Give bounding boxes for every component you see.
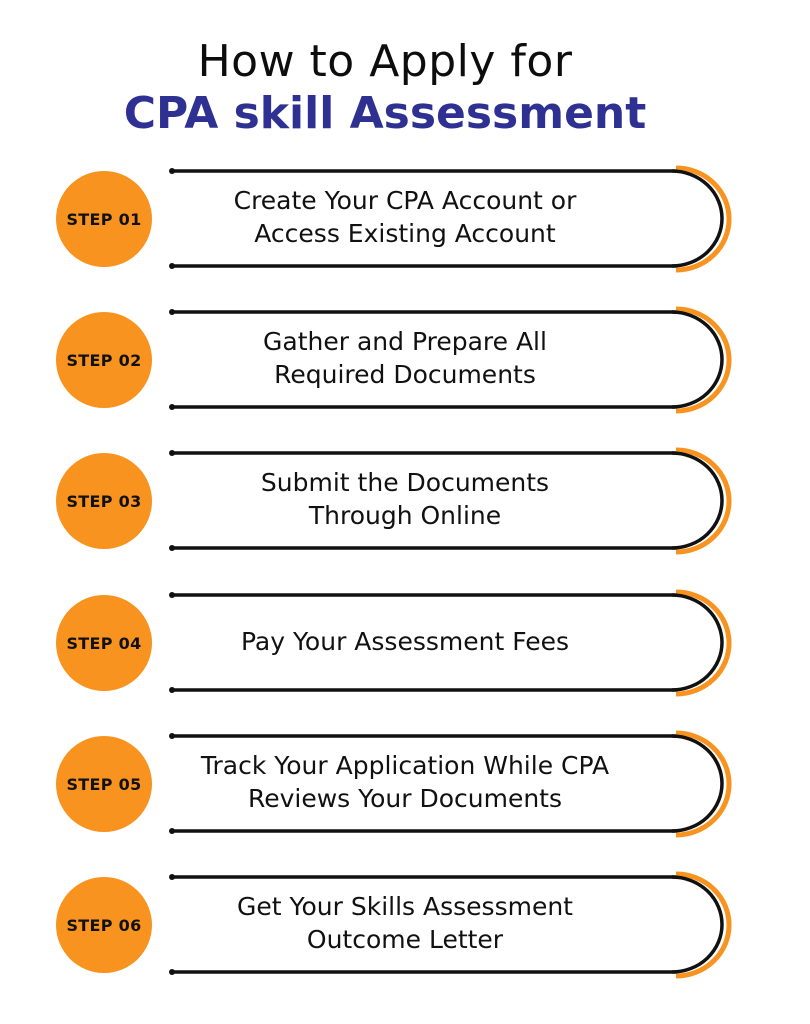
step-number-label: STEP 02 bbox=[66, 350, 142, 370]
step-description: Create Your CPA Account or Access Existing Account bbox=[233, 186, 577, 248]
step-number-label: STEP 04 bbox=[66, 633, 142, 653]
title-line-2: CPA skill Assessment bbox=[123, 88, 647, 139]
step-number-label: STEP 06 bbox=[66, 915, 142, 935]
step-badge bbox=[56, 312, 152, 408]
step-description: Pay Your Assessment Fees bbox=[240, 626, 570, 656]
step-description: Submit the Documents Through Online bbox=[260, 468, 550, 530]
title-line-1: How to Apply for bbox=[197, 36, 573, 87]
step-item-01 bbox=[0, 163, 810, 273]
step-number-label: STEP 03 bbox=[66, 491, 142, 511]
step-badge bbox=[56, 736, 152, 832]
step-description: Track Your Application While CPA Reviews Your Documents bbox=[200, 751, 610, 813]
step-item-03 bbox=[0, 445, 810, 555]
step-number-label: STEP 01 bbox=[66, 209, 142, 229]
step-badge bbox=[56, 171, 152, 267]
step-item-06 bbox=[0, 869, 810, 979]
step-item-05 bbox=[0, 728, 810, 838]
step-description: Gather and Prepare All Required Documents bbox=[263, 327, 547, 389]
step-number-label: STEP 05 bbox=[66, 774, 142, 794]
step-item-02 bbox=[0, 304, 810, 414]
step-description: Get Your Skills Assessment Outcome Letter bbox=[237, 892, 573, 954]
step-badge bbox=[56, 595, 152, 691]
step-badge bbox=[56, 877, 152, 973]
step-item-04 bbox=[0, 587, 810, 697]
step-badge bbox=[56, 453, 152, 549]
